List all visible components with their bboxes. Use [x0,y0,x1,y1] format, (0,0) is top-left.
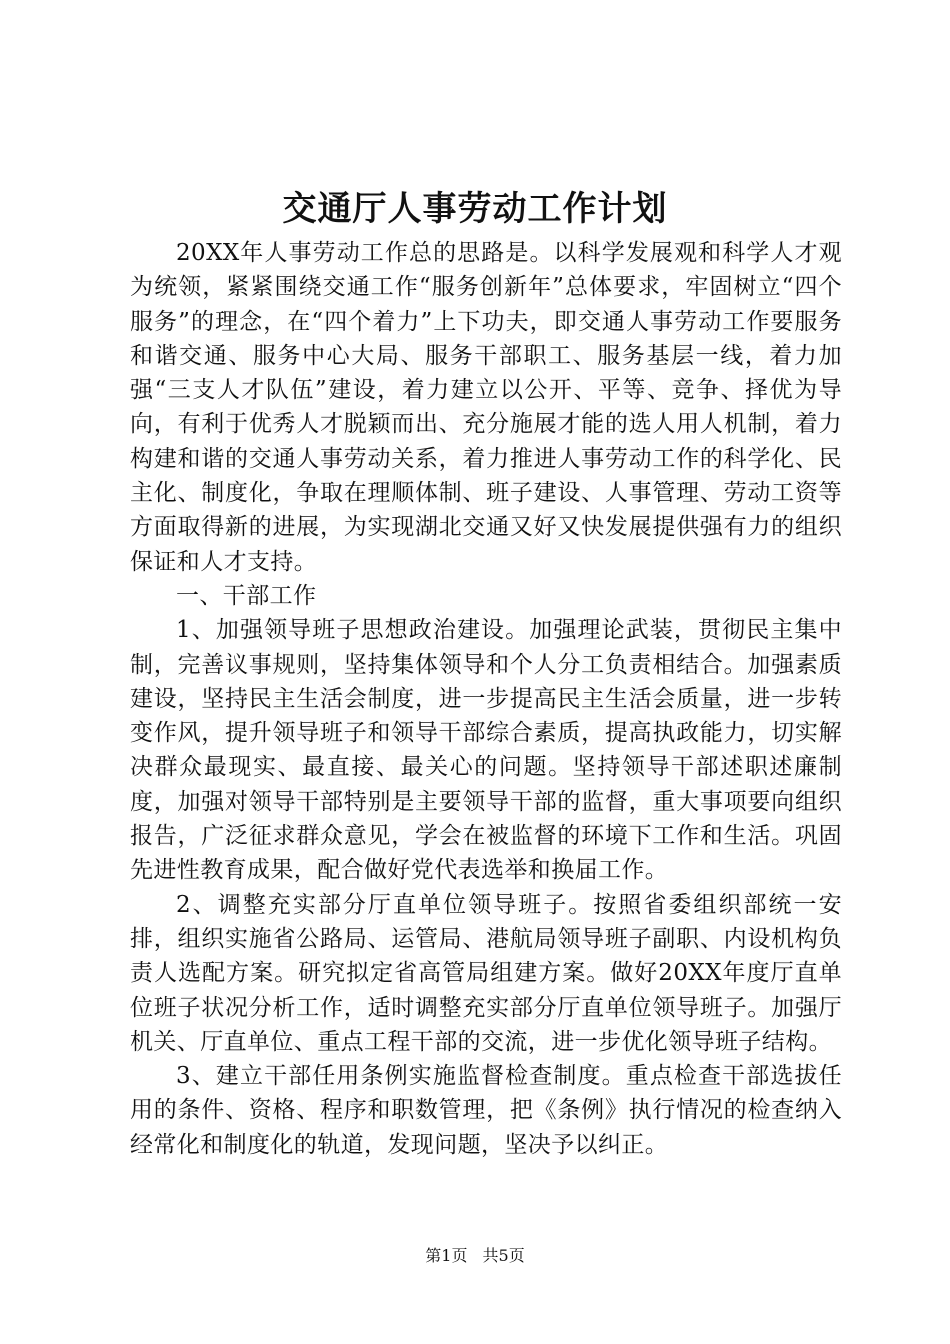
page-footer [0,1245,950,1267]
paragraph-overview: 20XX年人事劳动工作总的思路是。以科学发展观和科学人才观为统领，紧紧围绕交通工作“服务创新年”总体要求，牢固树立“四个服务”的理念，在“四个着力”上下功夫，即交通人事劳动工作要服务和谐交通、服务中心大局、服务干部职工、服务基层一线，着力加强“三支人才队伍”建设，着力建立以公开、平等、竞争、择优为导向，有利于优秀人才脱颖而出、充分施展才能的选人用人机制，着力构建和谐的交通人事劳动关系，着力推进人事劳动工作的科学化、民主化、制度化，争取在理顺体制、班子建设、人事管理、劳动工资等方面取得新的进展，为实现湖北交通又好又快发展提供强有力的组织保证和人才支持。 [130,240,842,575]
paragraph-item-3: 3、建立干部任用条例实施监督检查制度。重点检查干部选拔任用的条件、资格、程序和职数管理，把《条例》执行情况的检查纳入经常化和制度化的轨道，发现问题，坚决予以纠正。 [130,1063,842,1158]
document-body [130,236,842,1162]
paragraph-item-1: 1、加强领导班子思想政治建设。加强理论武装，贯彻民主集中制，完善议事规则，坚持集体领导和个人分工负责相结合。加强素质建设，坚持民主生活会制度，进一步提高民主生活会质量，进一步转变作风，提升领导班子和领导干部综合素质，提高执政能力，切实解决群众最现实、最直接、最关心的问题。坚持领导干部述职述廉制度，加强对领导干部特别是主要领导干部的监督，重大事项要向组织报告，广泛征求群众意见，学会在被监督的环境下工作和生活。巩固先进性教育成果，配合做好党代表选举和换届工作。 [130,617,842,884]
page-total: 共5页 [482,1246,525,1265]
section-heading-cadre-work: 一、干部工作 [176,582,317,609]
paragraph-item-2: 2、调整充实部分厅直单位领导班子。按照省委组织部统一安排，组织实施省公路局、运管局、港航局领导班子副职、内设机构负责人选配方案。研究拟定省高管局组建方案。做好20XX年度厅直单位班子状况分析工作，适时调整充实部分厅直单位领导班子。加强厅机关、厅直单位、重点工程干部的交流，进一步优化领导班子结构。 [130,891,842,1055]
document-title: 交通厅人事劳动工作计划 [282,189,668,229]
page-number: 第1页 [425,1246,468,1265]
